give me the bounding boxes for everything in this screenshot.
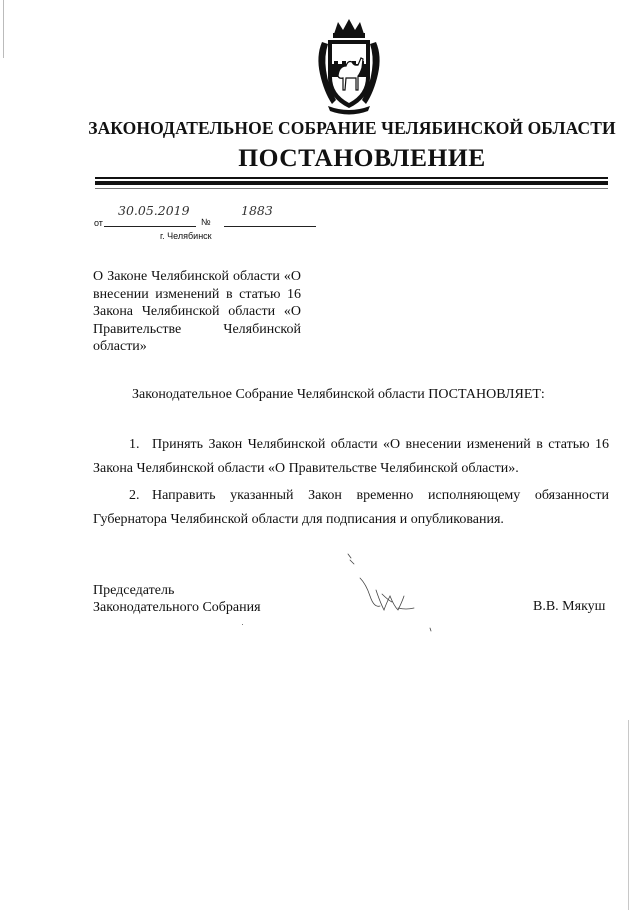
organization-name: ЗАКОНОДАТЕЛЬНОЕ СОБРАНИЕ ЧЕЛЯБИНСКОЙ ОБЛАСТИ: [88, 118, 616, 138]
date-underline: [104, 226, 196, 227]
item-text: Принять Закон Челябинской области «О внесении изменений в статью 16 Закона Челябинской области «О Правительстве Челябинской области».: [93, 437, 609, 476]
date-label: от: [94, 218, 103, 228]
date-value: 30.05.2019: [118, 203, 190, 218]
coat-of-arms-icon: [312, 16, 386, 116]
signer-title-line2: Законодательного Собрания: [93, 600, 261, 615]
scan-edge-left: [3, 0, 4, 58]
resolution-item: [93, 484, 609, 532]
item-number: 1.: [129, 437, 140, 452]
signature-icon: [342, 550, 442, 638]
preamble: Законодательное Собрание Челябинской области ПОСТАНОВЛЯЕТ:: [132, 387, 545, 402]
header-rule-thick: [95, 181, 608, 185]
header-rule-thin: [95, 177, 608, 179]
city-label: г. Челябинск: [160, 231, 212, 241]
document-type-title: ПОСТАНОВЛЕНИЕ: [238, 143, 486, 172]
resolution-items: [93, 433, 609, 535]
resolution-item: [93, 433, 609, 481]
signer-title-line1: Председатель: [93, 583, 175, 598]
document-subject: О Законе Челябинской области «О внесении изменений в статью 16 Закона Челябинской области «О Правительстве Челябинской области»: [93, 269, 301, 354]
number-underline: [224, 226, 316, 227]
number-value: 1883: [241, 203, 273, 218]
number-label: №: [201, 217, 211, 227]
scan-artifact: [242, 624, 243, 625]
signer-name: В.В. Мякуш: [533, 599, 606, 614]
header-rule-hairline: [95, 188, 608, 189]
scan-edge-right: [628, 720, 629, 910]
item-number: 2.: [129, 488, 140, 503]
signer-title: [93, 582, 261, 616]
item-text: Направить указанный Закон временно исполняющему обязанности Губернатора Челябинской области для подписания и опубликования.: [93, 488, 609, 527]
